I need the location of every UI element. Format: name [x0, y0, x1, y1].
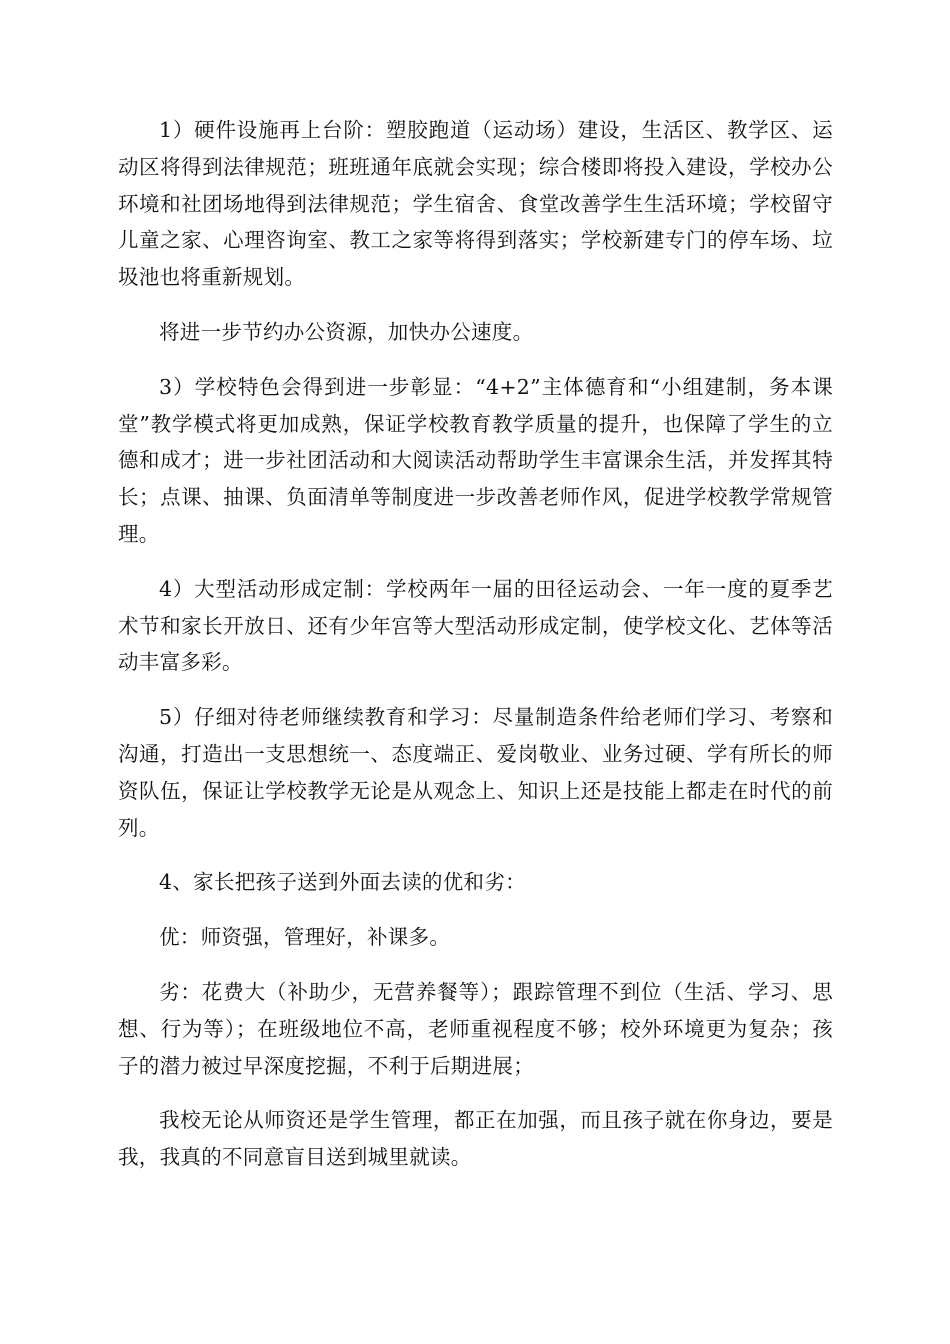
paragraph-disadvantages: 劣：花费大（补助少，无营养餐等）；跟踪管理不到位（生活、学习、思想、行为等）；在班级地位不高，老师重视程度不够；校外环境更为复杂；孩子的潜力被过早深度挖掘，不利于后期进展； — [118, 979, 833, 1078]
paragraph-section-heading: 4、家长把孩子送到外面去读的优和劣： — [159, 870, 526, 895]
paragraph-office-resources: 将进一步节约办公资源，加快办公速度。 — [159, 319, 534, 344]
paragraph-advantages: 优：师资强，管理好，补课多。 — [159, 925, 451, 950]
document-page — [118, 112, 833, 1194]
paragraph-hardware-facilities: 1）硬件设施再上台阶：塑胶跑道（运动场）建设，生活区、教学区、运动区将得到法律规范；班班通年底就会实现；综合楼即将投入建设，学校办公环境和社团场地得到法律规范；学生宿舍、食堂改善学生生活环境；学校留守儿童之家、心理咨询室、教工之家等将得到落实；学校新建专门的停车场、垃圾池也将重新规划。 — [118, 118, 833, 290]
paragraph-conclusion: 我校无论从师资还是学生管理，都正在加强，而且孩子就在你身边，要是我，我真的不同意盲目送到城里就读。 — [118, 1108, 833, 1170]
paragraph-large-activities: 4）大型活动形成定制：学校两年一届的田径运动会、一年一度的夏季艺术节和家长开放日、还有少年宫等大型活动形成定制，使学校文化、艺体等活动丰富多彩。 — [118, 576, 833, 675]
paragraph-teacher-education: 5）仔细对待老师继续教育和学习：尽量制造条件给老师们学习、考察和沟通，打造出一支思想统一、态度端正、爱岗敬业、业务过硬、学有所长的师资队伍，保证让学校教学无论是从观念上、知识上还是技能上都走在时代的前列。 — [118, 705, 833, 840]
paragraph-school-features: 3）学校特色会得到进一步彰显：“4+2”主体德育和“小组建制，务本课堂”教学模式将更加成熟，保证学校教育教学质量的提升，也保障了学生的立德和成才；进一步社团活动和大阅读活动帮助学生丰富课余生活，并发挥其特长；点课、抽课、负面清单等制度进一步改善老师作风，促进学校教学常规管理。 — [118, 374, 833, 546]
